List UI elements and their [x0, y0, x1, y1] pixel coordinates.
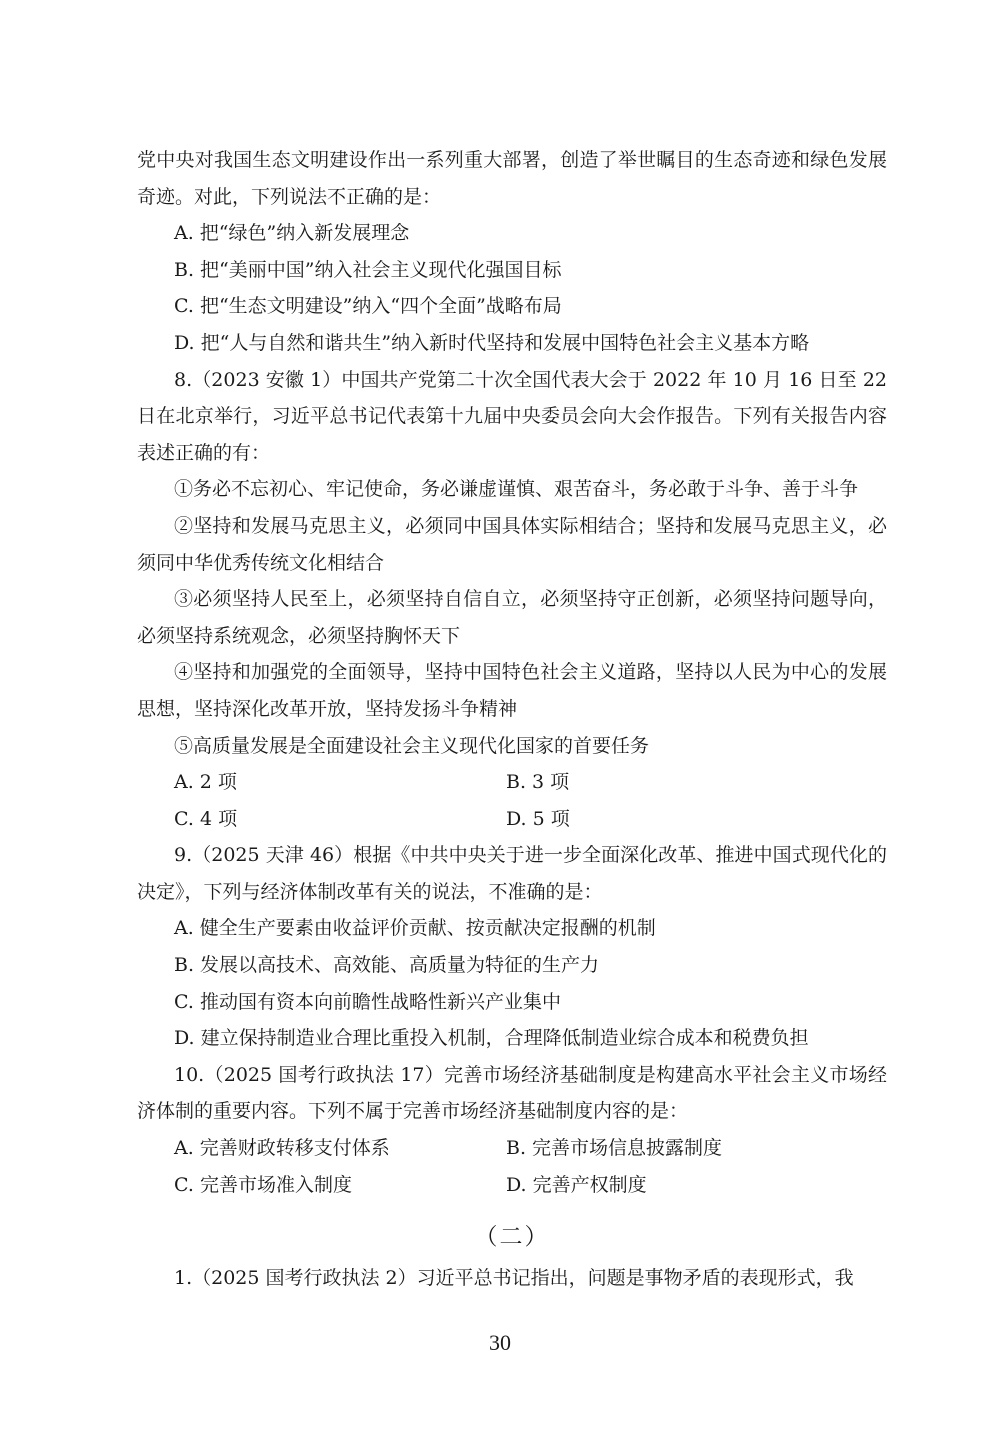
- option-b: B. 把“美丽中国”纳入社会主义现代化强国目标: [174, 258, 562, 281]
- page-content: [137, 142, 887, 1296]
- option-row: [137, 1130, 887, 1167]
- section-2-question-1-stem: 1.（2025 国考行政执法 2）习近平总书记指出，问题是事物矛盾的表现形式，我: [174, 1266, 854, 1289]
- question-8-stem: 8.（2023 安徽 1）中国共产党第二十次全国代表大会于 2022 年 10 月 16 日至 22 日在北京举行，习近平总书记代表第十九届中央委员会向大会作报告。下列有关报告内容表述正确的有：: [137, 368, 887, 464]
- option-c: C. 完善市场准入制度: [174, 1173, 352, 1196]
- option-d: D. 5 项: [506, 807, 570, 830]
- option-b: B. 3 项: [506, 771, 570, 794]
- statement-5: ⑤高质量发展是全面建设社会主义现代化国家的首要任务: [174, 734, 650, 757]
- option-a: A. 把“绿色”纳入新发展理念: [174, 222, 410, 245]
- option-row: [137, 801, 887, 838]
- option-c: C. 把“生态文明建设”纳入“四个全面”战略布局: [174, 295, 562, 318]
- option-c: C. 4 项: [174, 807, 238, 830]
- option-row: [137, 764, 887, 801]
- statement-4: ④坚持和加强党的全面领导，坚持中国特色社会主义道路，坚持以人民为中心的发展思想，坚持深化改革开放，坚持发扬斗争精神: [137, 661, 887, 720]
- option-d: D. 完善产权制度: [506, 1173, 647, 1196]
- section-title: （二）: [474, 1224, 550, 1251]
- option-d: D. 把“人与自然和谐共生”纳入新时代坚持和发展中国特色社会主义基本方略: [174, 331, 810, 354]
- question-10-stem: 10.（2025 国考行政执法 17）完善市场经济基础制度是构建高水平社会主义市场经济体制的重要内容。下列不属于完善市场经济基础制度内容的是：: [137, 1063, 887, 1123]
- option-a: A. 2 项: [174, 771, 237, 794]
- option-a: A. 健全生产要素由收益评价贡献、按贡献决定报酬的机制: [174, 917, 656, 940]
- option-b: B. 完善市场信息披露制度: [506, 1137, 723, 1160]
- question-9-stem: 9.（2025 天津 46）根据《中共中央关于进一步全面深化改革、推进中国式现代化的决定》，下列与经济体制改革有关的说法，不准确的是：: [137, 844, 887, 903]
- page-number: 30: [489, 1330, 511, 1355]
- option-row: [137, 1167, 887, 1204]
- option-c: C. 推动国有资本向前瞻性战略性新兴产业集中: [174, 990, 561, 1013]
- statement-1: ①务必不忘初心、牢记使命，务必谦虚谨慎、艰苦奋斗，务必敢于斗争、善于斗争: [174, 478, 859, 501]
- option-a: A. 完善财政转移支付体系: [174, 1137, 390, 1160]
- statement-3: ③必须坚持人民至上，必须坚持自信自立，必须坚持守正创新，必须坚持问题导向，必须坚持系统观念，必须坚持胸怀天下: [137, 588, 887, 647]
- option-d: D. 建立保持制造业合理比重投入机制，合理降低制造业综合成本和税费负担: [174, 1027, 809, 1050]
- statement-2: ②坚持和发展马克思主义，必须同中国具体实际相结合；坚持和发展马克思主义，必须同中华优秀传统文化相结合: [137, 514, 887, 574]
- question-7-stem: 党中央对我国生态文明建设作出一系列重大部署，创造了举世瞩目的生态奇迹和绿色发展奇迹。对此，下列说法不正确的是：: [137, 149, 887, 208]
- option-b: B. 发展以高技术、高效能、高质量为特征的生产力: [174, 954, 600, 977]
